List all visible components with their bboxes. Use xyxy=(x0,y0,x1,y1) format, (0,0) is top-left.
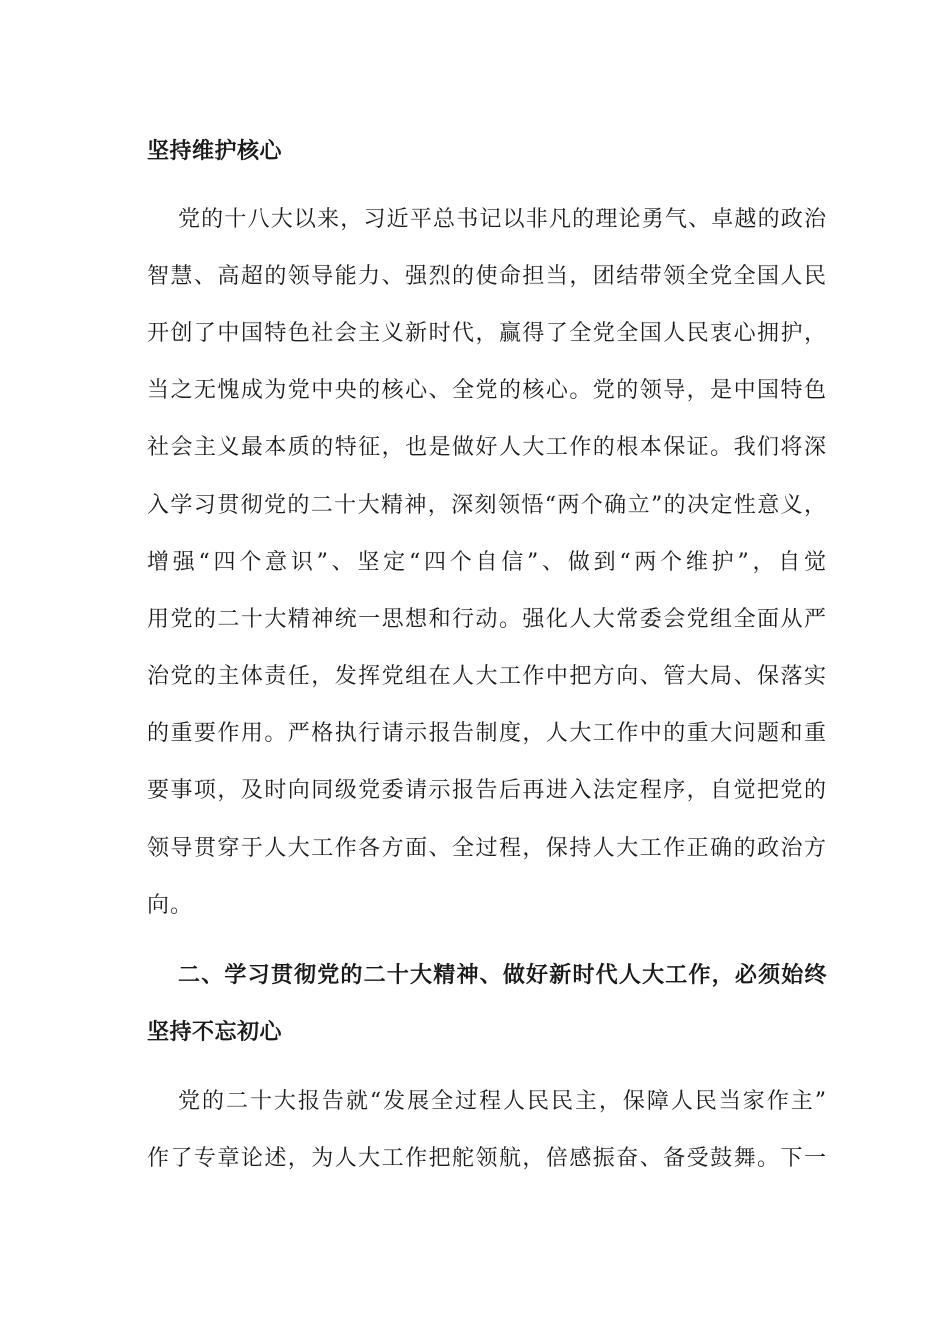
paragraph-line: 领导贯穿于人大工作各方面、全过程，保持人大工作正确的政治方 xyxy=(147,836,827,861)
paragraph-line: 党的二十大报告就“发展全过程人民民主，保障人民当家作主” xyxy=(178,1089,827,1114)
paragraph-line: 用党的二十大精神统一思想和行动。强化人大常委会党组全面从严 xyxy=(147,607,827,632)
paragraph-line: 增强“四个意识”、坚定“四个自信”、做到“两个维护”，自觉 xyxy=(147,550,827,575)
paragraph-line: 作了专章论述，为人大工作把舵领航，倍感振奋、备受鼓舞。下一 xyxy=(147,1146,827,1171)
paragraph-line: 向。 xyxy=(147,893,194,918)
section-heading-continuation: 坚持不忘初心 xyxy=(147,1020,283,1045)
section-heading: 二、学习贯彻党的二十大精神、做好新时代人大工作，必须始终 xyxy=(178,963,827,988)
paragraph-line: 社会主义最本质的特征，也是做好人大工作的根本保证。我们将深 xyxy=(147,435,827,460)
section-heading-continuation: 坚持维护核心 xyxy=(147,139,283,164)
paragraph-line: 党的十八大以来，习近平总书记以非凡的理论勇气、卓越的政治 xyxy=(178,207,827,232)
paragraph-line: 当之无愧成为党中央的核心、全党的核心。党的领导，是中国特色 xyxy=(147,378,827,403)
paragraph-line: 的重要作用。严格执行请示报告制度，人大工作中的重大问题和重 xyxy=(147,721,827,746)
paragraph-line: 开创了中国特色社会主义新时代，赢得了全党全国人民衷心拥护， xyxy=(147,321,827,346)
paragraph-line: 入学习贯彻党的二十大精神，深刻领悟“两个确立”的决定性意义， xyxy=(147,493,827,518)
paragraph-line: 智慧、高超的领导能力、强烈的使命担当，团结带领全党全国人民 xyxy=(147,264,827,289)
paragraph-line: 治党的主体责任，发挥党组在人大工作中把方向、管大局、保落实 xyxy=(147,664,827,689)
paragraph-line: 要事项，及时向同级党委请示报告后再进入法定程序，自觉把党的 xyxy=(147,778,827,803)
